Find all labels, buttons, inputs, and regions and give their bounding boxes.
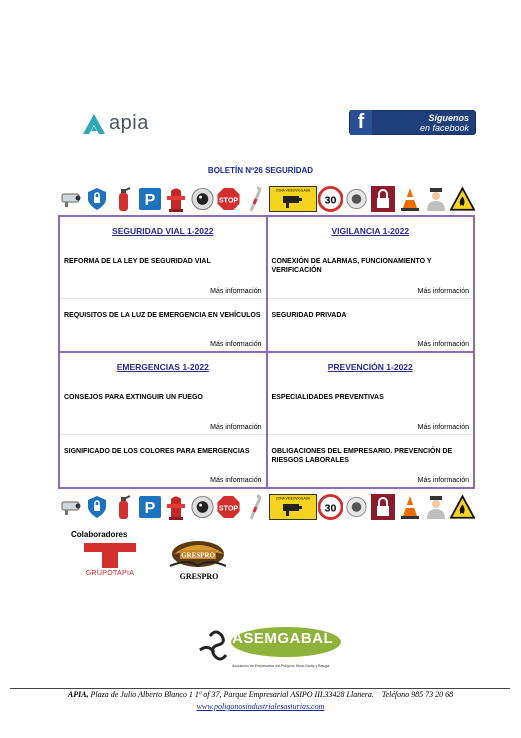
camera-icon [58,185,83,213]
list-item [268,298,474,352]
surveillance-zone-sign-icon [269,185,317,213]
facebook-line1: Síguenos [428,112,469,123]
more-info-link[interactable]: Más información [417,287,469,295]
svg-text:ZONA VIDEOVIGILADA: ZONA VIDEOVIGILADA [275,496,310,501]
svg-text:STOP: STOP [218,503,239,513]
asemgabal-subtitle: Asociación de Empresarios del Polígono Mora-Garay y Baluga [232,664,330,668]
icon-strip-bottom [58,492,475,522]
bulletin-title: BOLETÍN Nº26 SEGURIDAD [207,166,314,175]
more-info-link[interactable]: Más información [417,477,469,484]
svg-text:30: 30 [324,502,337,515]
section-emergencias [59,352,267,488]
icon-strip-top [58,184,475,214]
footer-website-link[interactable]: www.poligonosindustrialesasturias.com [196,702,325,711]
shield-lock-icon [84,185,109,213]
facebook-follow-button[interactable] [349,110,476,135]
section-title-link[interactable]: EMERGENCIAS 1-2022 [116,362,209,372]
cane-icon [242,185,267,213]
footer-org: APIA, [67,690,89,699]
more-info-link[interactable]: Más información [210,341,262,348]
svg-text:30: 30 [324,194,337,207]
svg-text:ZONA VIDEOVIGILADA: ZONA VIDEOVIGILADA [275,188,310,193]
section-seguridad-vial [59,216,267,352]
parking-icon [137,493,162,521]
parking-icon [137,185,162,213]
list-item [60,298,266,352]
item-title: SIGNIFICADO DE LOS COLORES PARA EMERGENCIAS [64,447,250,455]
security-guard-icon [423,493,448,521]
svg-text:P: P [144,500,155,517]
dome-camera-icon [190,185,215,213]
lens-icon [344,493,369,521]
item-title: CONSEJOS PARA EXTINGUIR UN FUEGO [64,394,203,401]
item-title: ESPECIALIDADES PREVENTIVAS [271,394,384,401]
footer-divider [10,688,510,689]
lens-icon [344,185,369,213]
svg-text:STOP: STOP [218,195,239,205]
apia-triangle-icon [82,113,106,135]
grespro-logo-text: GRESPRO [179,572,219,581]
shield-lock-icon [84,493,109,521]
fire-warning-icon [450,493,475,521]
section-title-link[interactable]: SEGURIDAD VIAL 1-2022 [112,226,214,236]
more-info-link[interactable]: Más información [417,423,469,431]
svg-text:GRESPRO: GRESPRO [181,551,215,560]
fire-extinguisher-icon [111,493,136,521]
item-title: CONEXIÓN DE ALARMAS, FUNCIONAMIENTO Y VERIFICACIÓN [271,258,432,274]
padlock-icon [371,493,396,521]
footer-phone: Teléfono 985 73 20 68 [381,690,454,699]
camera-icon [58,493,83,521]
asemgabal-name: ASEMGABAL [232,630,334,647]
header [0,108,521,140]
item-title: REFORMA DE LA LEY DE SEGURIDAD VIAL [64,258,211,265]
fire-hydrant-icon [163,493,188,521]
surveillance-zone-sign-icon [269,493,317,521]
footer-address [0,690,521,699]
fire-warning-icon [450,185,475,213]
cane-icon [242,493,267,521]
apia-logo-text: apia [109,112,149,134]
collaborators-label: Colaboradores [71,530,128,539]
more-info-link[interactable]: Más información [210,423,262,431]
content-grid [58,215,475,489]
fire-extinguisher-icon [111,185,136,213]
more-info-link[interactable]: Más información [210,287,262,295]
footer-address-text: Plaza de Julio Alberto Blanco 1 1º of 37, Parque Empresarial ASIPO III.33428 Llanera. [90,690,374,699]
facebook-icon: f [350,110,372,135]
traffic-cone-icon [397,493,422,521]
list-item [60,434,266,488]
section-title-link[interactable]: PREVENCIÓN 1-2022 [327,362,413,372]
list-item [268,245,474,298]
stop-sign-icon [216,185,241,213]
grupotapia-logo-text: GRUPOTAPIA [85,570,135,577]
more-info-link[interactable]: Más información [417,341,469,348]
dome-camera-icon [190,493,215,521]
item-title: OBLIGACIONES DEL EMPRESARIO. PREVENCIÓN DE RIESGOS LABORALES [271,447,453,464]
speed-limit-icon [318,493,343,521]
speed-limit-icon [318,185,343,213]
section-prevencion [267,352,475,488]
traffic-cone-icon [397,185,422,213]
section-vigilancia [267,216,475,352]
list-item [268,434,474,488]
fire-hydrant-icon [163,185,188,213]
list-item [60,381,266,434]
section-title-link[interactable]: VIGILANCIA 1-2022 [331,226,410,236]
svg-text:P: P [144,192,155,209]
padlock-icon [371,185,396,213]
apia-logo[interactable] [82,112,149,135]
security-guard-icon [423,185,448,213]
list-item [268,381,474,434]
item-title: REQUISITOS DE LA LUZ DE EMERGENCIA EN VEHÍCULOS [64,311,261,319]
item-title: SEGURIDAD PRIVADA [271,311,347,319]
facebook-line2: en facebook [419,122,469,133]
list-item [60,245,266,298]
stop-sign-icon [216,493,241,521]
more-info-link[interactable]: Más información [210,477,262,484]
